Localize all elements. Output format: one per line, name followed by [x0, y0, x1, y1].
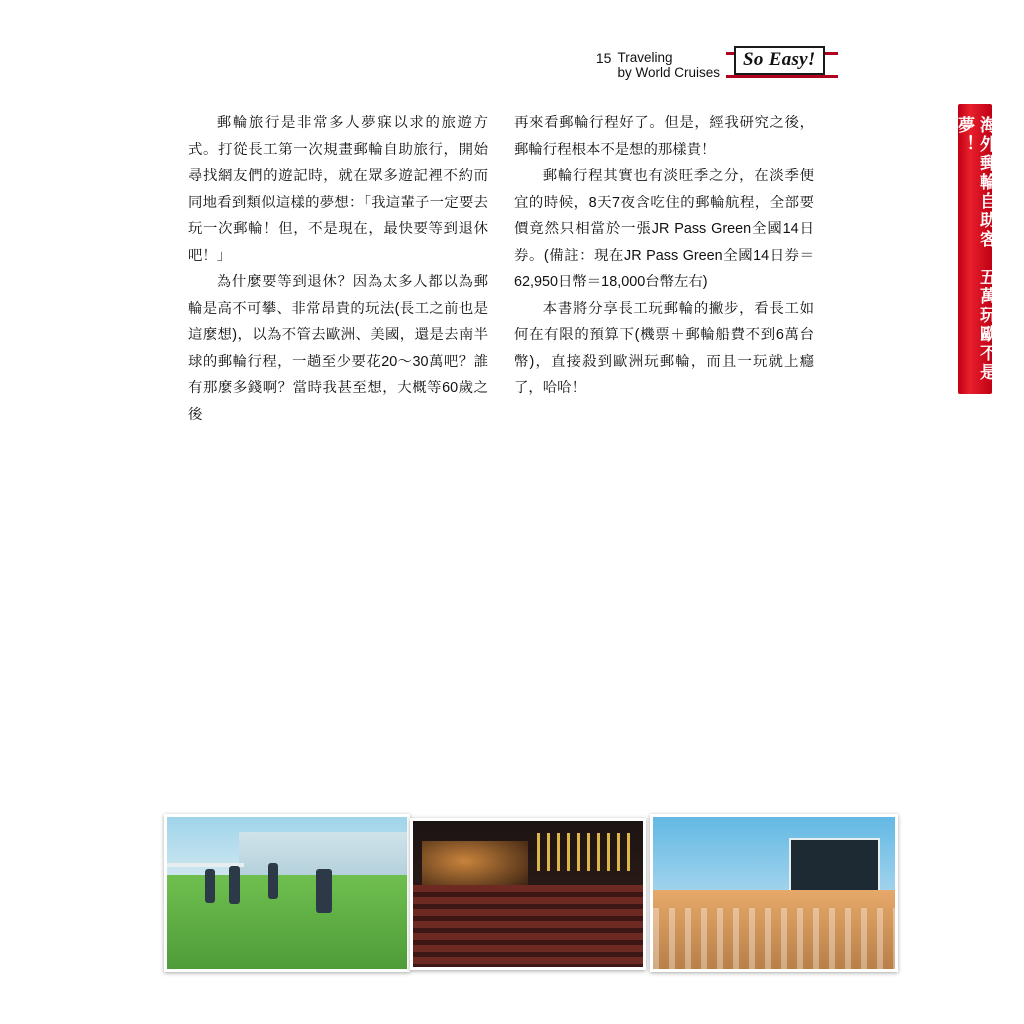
- stage-area: [422, 841, 528, 891]
- side-tab-label: 海外郵輪自助客，五萬玩歐不是夢！: [955, 116, 996, 382]
- golf-green: [167, 875, 407, 969]
- cross-icon: [792, 524, 796, 558]
- left-column: [188, 110, 488, 428]
- page-number: 15: [595, 50, 612, 66]
- paragraph: 郵輪旅行是非常多人夢寐以求的旅遊方式。打從長工第一次規畫郵輪自助旅行，開始尋找網友們的遊記時，就在眾多遊記裡不約而同地看到類似這樣的夢想：「我這輩子一定要去玩一次郵輪！但，不是現在，最快要等到退休吧！」: [188, 115, 488, 264]
- page-header: [596, 44, 838, 80]
- dome-base: [343, 763, 627, 789]
- thumbnail-art: [653, 817, 895, 969]
- cross-icon: [478, 595, 482, 637]
- thumbnail-art: [167, 817, 407, 969]
- seating-rows: [413, 885, 643, 967]
- so-easy-logo: [726, 44, 838, 80]
- thumbnail-mini-golf: [164, 814, 410, 972]
- cruise-ship-shape: [230, 492, 290, 501]
- person-figure: [268, 863, 278, 899]
- blue-dome: [355, 633, 615, 773]
- person-figure: [205, 869, 215, 903]
- article-body: [188, 110, 824, 428]
- logo-bar-bottom: [726, 75, 838, 78]
- deck-chairs: [653, 908, 895, 969]
- person-figure: [229, 866, 240, 904]
- paragraph: 為什麼要等到退休？因為太多人都以為郵輪是高不可攀、非常昂貴的玩法(長工之前也是這麼想)，以為不管去歐洲、美國，還是去南半球的郵輪行程，一趟至少要花20～30萬吧？誰有那麼多錢啊？當時我甚至想，大概等60歲之後: [188, 274, 488, 423]
- logo-text: So Easy!: [734, 46, 825, 75]
- thumbnail-pool-deck: [650, 814, 898, 972]
- right-column: [514, 110, 814, 428]
- white-terrace: [140, 570, 440, 690]
- page-title-line2: by World Cruises: [617, 65, 720, 80]
- stage-lights: [537, 833, 634, 871]
- paragraph: 郵輪行程其實也有淡旺季之分，在淡季便宜的時候，8天7夜含吃住的郵輪航程，全部要價竟然只相當於一張JR Pass Green全國14日券。(備註：現在JR Pass Green全國14日券＝62,950日幣＝18,000台幣左右): [514, 168, 814, 290]
- page-title: [617, 44, 720, 80]
- side-tab-banner: [955, 104, 996, 394]
- person-figure: [316, 869, 332, 913]
- page-title-line1: Traveling: [617, 50, 673, 65]
- thumbnail-strip: [160, 814, 900, 974]
- thumbnail-art: [413, 821, 643, 967]
- paragraph: 再來看郵輪行程好了。但是，經我研究之後，郵輪行程根本不是想的那樣貴！: [514, 115, 814, 158]
- thumbnail-theater: [410, 818, 646, 970]
- cruise-ship-shape: [160, 478, 250, 492]
- paragraph: 本書將分享長工玩郵輪的撇步，看長工如何在有限的預算下(機票＋郵輪船費不到6萬台幣)，直接殺到歐洲玩郵輪，而且一玩就上癮了，哈哈！: [514, 300, 814, 396]
